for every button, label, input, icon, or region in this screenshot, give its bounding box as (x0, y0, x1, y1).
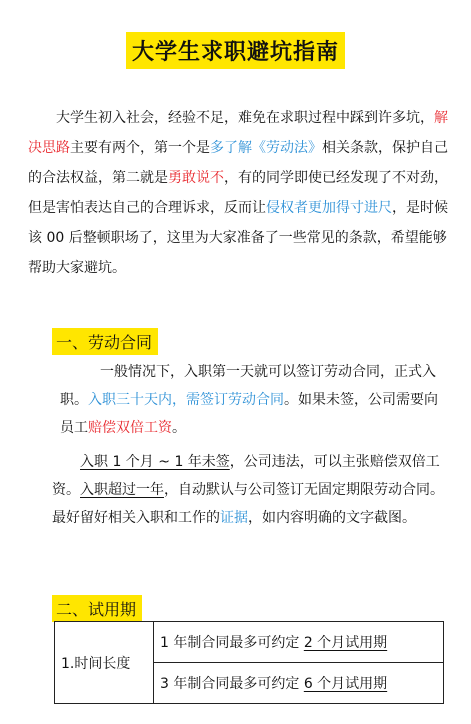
section-labor-contract-heading (0, 328, 158, 355)
section-labor-contract-body (52, 358, 449, 532)
probation-row-2-cell (154, 663, 444, 704)
probation-row-2-text: 3 年制合同最多可约定 (160, 676, 304, 692)
s1-p2-underline-1-month: 入职 1 个月 ~ 1 年未签 (80, 454, 230, 470)
probation-label-cell: 1.时间长度 (55, 622, 154, 704)
s1-p2-text-b: ，公司违法，可以主张赔偿双倍工资。 (52, 454, 440, 498)
page-title: 大学生求职避坑指南 (126, 32, 345, 69)
intro-paragraph (0, 103, 471, 283)
s1-p2-highlight-evidence: 证据 (220, 510, 248, 526)
s1-p1-text-a: 一般情况下，入职第一天就可以签订劳动合同，正式入职。 (60, 364, 436, 408)
intro-text-2: 主要有两个，第一个是 (70, 140, 210, 156)
s1-p2-text-f: ，如内容明确的文字截图。 (248, 510, 416, 526)
section-1-title: 一、劳动合同 (52, 328, 158, 355)
intro-highlight-infringer: 侵权者更加得寸进尺 (266, 200, 392, 216)
section-1-paragraph-1 (60, 358, 449, 442)
s1-p1-highlight-double-pay: 赔偿双倍工资 (88, 420, 172, 436)
probation-row-1-cell (154, 622, 444, 663)
section-2-title: 二、试用期 (52, 595, 142, 622)
intro-highlight-labor-law: 多了解《劳动法》 (210, 140, 322, 156)
s1-p2-text-d: ，自动默认与公司签订无固定期限劳动合同。最好留好相关入职和工作的 (52, 482, 444, 526)
intro-text-5: ，是时候该 00 后整顿职场了，这里为大家准备了一些常见的条款，希望能够帮助大家避坑。 (28, 200, 448, 276)
probation-row-1-underline: 2 个月试用期 (303, 635, 388, 651)
intro-text-4: ，有的同学即使已经发现了不对劲，但是害怕表达自己的合理诉求，反而让 (28, 170, 448, 216)
probation-row-2-underline: 6 个月试用期 (303, 676, 388, 692)
intro-text-1: 大学生初入社会，经验不足，难免在求职过程中踩到许多坑， (56, 110, 434, 126)
s1-p1-text-c: 。如果未签，公司需要向员工 (60, 392, 438, 436)
intro-highlight-say-no: 勇敢说不 (168, 170, 224, 186)
intro-text-3: 相关条款，保护自己的合法权益，第二就是 (28, 140, 448, 186)
intro-highlight-solution: 解决思路 (28, 110, 448, 156)
s1-p2-underline-over-year: 入职超过一年 (80, 482, 164, 498)
title-wrap (0, 32, 471, 69)
s1-p1-text-e: 。 (172, 420, 186, 436)
section-1-paragraph-2 (52, 448, 449, 532)
s1-p1-highlight-30-days: 入职三十天内，需签订劳动合同 (88, 392, 284, 408)
table-row (55, 622, 444, 663)
probation-row-1-text: 1 年制合同最多可约定 (160, 635, 304, 651)
section-probation-heading (0, 595, 142, 622)
